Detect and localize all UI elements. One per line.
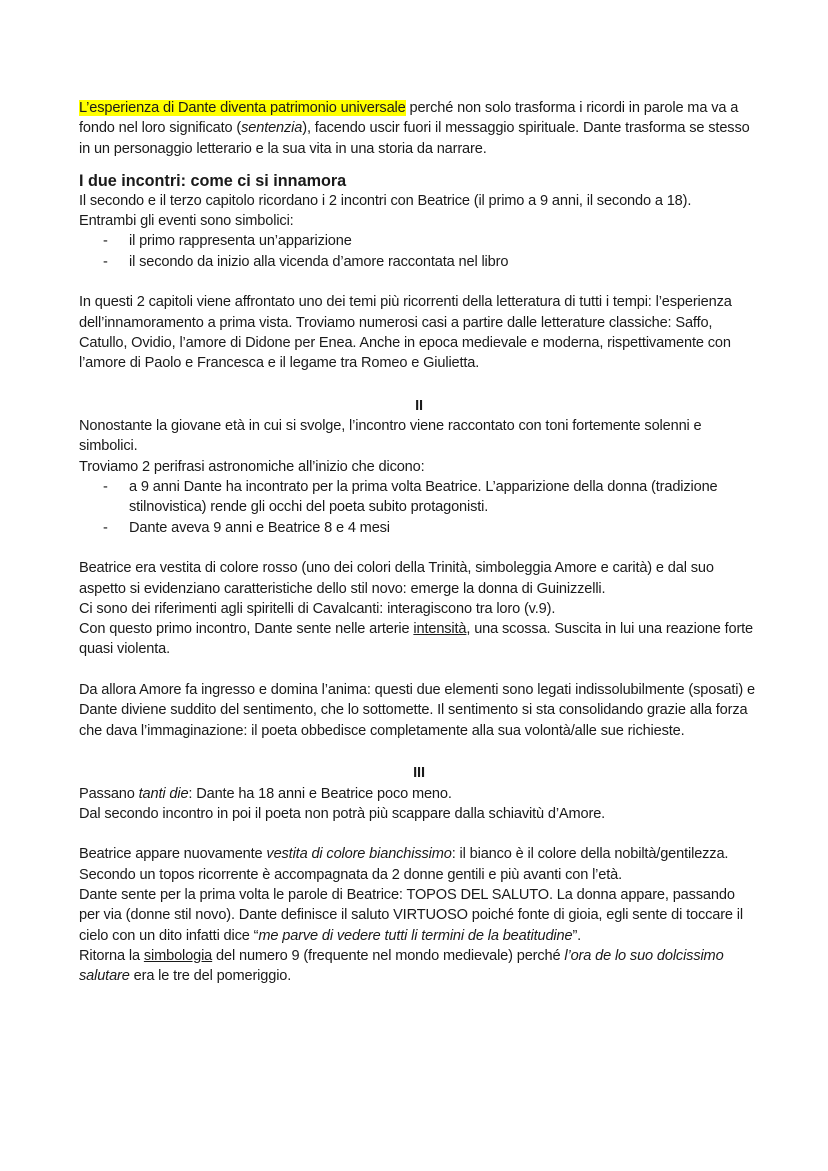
list-item: - il primo rappresenta un’apparizione	[79, 231, 759, 251]
spacer	[79, 272, 759, 292]
chapter-ii-paragraph-4: Ci sono dei riferimenti agli spiritelli di Cavalcanti: interagiscono tra loro (v.9).	[79, 600, 556, 617]
dash-bullet: -	[103, 233, 108, 250]
section-intro-list	[79, 231, 759, 272]
document-page	[79, 98, 759, 986]
chapter-ii-paragraph-2: Troviamo 2 perifrasi astronomiche all’inizio che dicono:	[79, 458, 425, 475]
spacer	[79, 741, 759, 761]
dash-bullet: -	[103, 479, 108, 496]
chapter-iii-paragraph-3: Beatrice appare nuovamente vestita di colore bianchissimo: il bianco è il colore della nobiltà/gentilezza. Secondo un topos ricorrente è accompagnata da 2 donne gentili e più avanti con l’età.	[79, 846, 729, 883]
chapter-iii-paragraph-5: Ritorna la simbologia del numero 9 (frequente nel mondo medievale) perché l’ora de lo suo dolcissimo salutare era le tre del pomeriggio.	[79, 947, 724, 985]
chapter-ii-paragraph-3: Beatrice era vestita di colore rosso (uno dei colori della Trinità, simboleggia Amore e carità) e dal suo aspetto si evidenziano caratteristiche dello stil novo: emerge la donna di Guinizzelli.	[79, 560, 714, 597]
theme-paragraph: In questi 2 capitoli viene affrontato uno dei temi più ricorrenti della letteratura di tutti i tempi: l’esperienza dell’innamoramento a prima vista. Troviamo numerosi casi a partire dalle letterature classiche: Saffo, Catullo, Ovidio, l’amore di Didone per Enea. Anche in epoca medievale e moderna, rispettivamente con l’amore di Paolo e Francesca e il legame tra Romeo e Giulietta.	[79, 294, 732, 372]
italic-quote: me parve di vedere tutti li termini de la beatitudine	[258, 927, 573, 944]
chapter-iii-heading: III	[413, 765, 425, 782]
list-item: - a 9 anni Dante ha incontrato per la prima volta Beatrice. L’apparizione della donna (tradizione stilnovistica) rende gli occhi del poeta subito protagonisti.	[103, 479, 718, 516]
spacer	[79, 538, 759, 558]
section-intro-line2: Entrambi gli eventi sono simbolici:	[79, 213, 294, 230]
chapter-ii-list	[79, 477, 759, 538]
spacer	[79, 374, 759, 394]
chapter-ii-heading: II	[415, 397, 423, 414]
list-item: - Dante aveva 9 anni e Beatrice 8 e 4 mesi	[79, 518, 759, 538]
spacer	[79, 660, 759, 680]
spacer	[79, 824, 759, 844]
italic-term: sentenzia	[241, 120, 303, 137]
section-intro-line1: Il secondo e il terzo capitolo ricordano i 2 incontri con Beatrice (il primo a 9 anni, il secondo a 18).	[79, 192, 692, 209]
italic-term: vestita di colore bianchissimo	[266, 846, 452, 863]
chapter-iii-paragraph-1: Passano tanti die: Dante ha 18 anni e Beatrice poco meno.	[79, 785, 452, 802]
section-title: I due incontri: come ci si innamora	[79, 171, 347, 190]
italic-term: tanti die	[138, 785, 189, 802]
dash-bullet: -	[103, 519, 108, 536]
list-item: - il secondo da inizio alla vicenda d’amore raccontata nel libro	[79, 252, 759, 272]
italic-quote: l’ora de lo suo dolcissimo salutare	[79, 947, 724, 985]
chapter-ii-paragraph-5: Con questo primo incontro, Dante sente nelle arterie intensità, una scossa. Suscita in lui una reazione forte quasi violenta.	[79, 621, 754, 658]
highlighted-text: L’esperienza di Dante diventa patrimonio universale	[79, 100, 406, 116]
chapter-iii-paragraph-4: Dante sente per la prima volta le parole di Beatrice: TOPOS DEL SALUTO. La donna appare, passando per via (donne stil novo). Dante definisce il saluto VIRTUOSO poiché fonte di gioia, egli sente di toccare il cielo con un dito infatti dice “me parve di vedere tutti li termini de la beatitudine”.	[79, 886, 743, 944]
chapter-iii-paragraph-2: Dal secondo incontro in poi il poeta non potrà più scappare dalla schiavitù d’Amore.	[79, 805, 606, 822]
dash-bullet: -	[103, 253, 108, 270]
chapter-ii-paragraph-6: Da allora Amore fa ingresso e domina l’anima: questi due elementi sono legati indissolubilmente (sposati) e Dante diviene suddito del sentimento, che lo sottomette. Il sentimento si sta consolidando grazie alla forza che dava l’immaginazione: il poeta obbedisce completamente alla sua volontà/alle sue richieste.	[79, 682, 755, 739]
underlined-term: intensità	[413, 621, 467, 638]
chapter-ii-paragraph-1: Nonostante la giovane età in cui si svolge, l’incontro viene raccontato con toni fortemente solenni e simbolici.	[79, 418, 702, 455]
intro-paragraph: L’esperienza di Dante diventa patrimonio universale perché non solo trasforma i ricordi in parole ma va a fondo nel loro significato (sentenzia), facendo uscir fuori il messaggio spirituale. Dante trasforma se stesso in un personaggio letterario e la sua vita in una storia da narrare.	[79, 100, 750, 157]
underlined-term: simbologia	[143, 947, 213, 964]
